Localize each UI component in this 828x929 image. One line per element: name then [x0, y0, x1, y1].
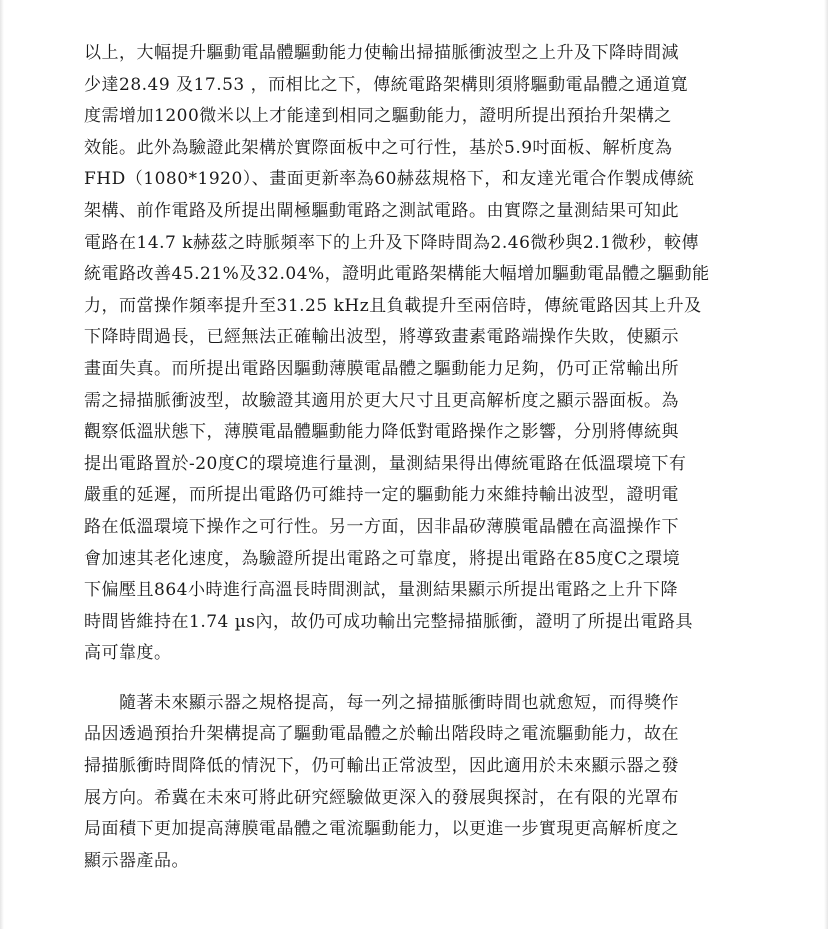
text-line: 度需增加1200微米以上才能達到相同之驅動能力，證明所提出預抬升架構之 — [84, 106, 672, 127]
text-line: 電路在14.7 k赫茲之時脈頻率下的上升及下降時間為2.46微秒與2.1微秒，較傳 — [84, 232, 699, 253]
text-line: 觀察低溫狀態下，薄膜電晶體驅動能力降低對電路操作之影響，分別將傳統與 — [84, 422, 679, 443]
text-line: 統電路改善45.21%及32.04%，證明此電路架構能大幅增加驅動電晶體之驅動能 — [84, 264, 710, 285]
text-line: FHD（1080*1920）、畫面更新率為60赫茲規格下，和友達光電合作製成傳統 — [84, 169, 695, 190]
text-line: 顯示器產品。 — [84, 850, 189, 871]
text-line: 下降時間過長，已經無法正確輸出波型，將導致畫素電路端操作失敗，使顯示 — [84, 327, 679, 348]
text-line: 路在低溫環境下操作之可行性。另一方面，因非晶矽薄膜電晶體在高溫操作下 — [84, 516, 679, 537]
text-line: 高可靠度。 — [84, 643, 172, 664]
text-line: 力，而當操作頻率提升至31.25 kHz且負載提升至兩倍時，傳統電路因其上升及 — [84, 295, 702, 316]
text-line: 會加速其老化速度，為驗證所提出電路之可靠度，將提出電路在85度C之環境 — [84, 548, 681, 569]
text-line: 以上，大幅提升驅動電晶體驅動能力使輸出掃描脈衝波型之上升及下降時間減 — [84, 43, 679, 63]
text-line: 提出電路置於-20度C的環境進行量測，量測結果得出傳統電路在低溫環境下有 — [84, 453, 687, 474]
page-edge-right — [824, 0, 828, 929]
text-line: 畫面失真。而所提出電路因驅動薄膜電晶體之驅動能力足夠，仍可正常輸出所 — [84, 358, 679, 379]
text-line: 架構、前作電路及所提出閘極驅動電路之測試電路。由實際之量測結果可知此 — [84, 200, 679, 221]
text-line: 少達28.49 及17.53 ，而相比之下，傳統電路架構則須將驅動電晶體之通道寬 — [84, 74, 689, 95]
text-line: 下偏壓且864小時進行高溫長時間測試，量測結果顯示所提出電路之上升下降 — [84, 580, 678, 601]
page-edge-left — [0, 0, 4, 929]
paragraph-1 — [84, 38, 746, 670]
text-line: 效能。此外為驗證此架構於實際面板中之可行性，基於5.9吋面板、解析度為 — [84, 137, 673, 158]
text-line: 局面積下更加提高薄膜電晶體之電流驅動能力，以更進一步實現更高解析度之 — [84, 819, 679, 840]
text-line: 時間皆維持在1.74 µs內，故仍可成功輸出完整掃描脈衝，證明了所提出電路具 — [84, 611, 694, 632]
text-line: 掃描脈衝時間降低的情況下，仍可輸出正常波型，因此適用於未來顯示器之發 — [84, 756, 679, 777]
text-line: 品因透過預抬升架構提高了驅動電晶體之於輸出階段時之電流驅動能力，故在 — [84, 724, 679, 745]
document-body — [84, 38, 746, 877]
text-line: 嚴重的延遲，而所提出電路仍可維持一定的驅動能力來維持輸出波型，證明電 — [84, 485, 679, 506]
text-line: 隨著未來顯示器之規格提高，每一列之掃描脈衝時間也就愈短，而得獎作 — [84, 692, 679, 713]
text-line: 需之掃描脈衝波型，故驗證其適用於更大尺寸且更高解析度之顯示器面板。為 — [84, 390, 679, 411]
paragraph-2 — [84, 688, 746, 878]
text-line: 展方向。希冀在未來可將此研究經驗做更深入的發展與探討，在有限的光罩布 — [84, 787, 679, 808]
paragraph-gap — [84, 670, 746, 688]
